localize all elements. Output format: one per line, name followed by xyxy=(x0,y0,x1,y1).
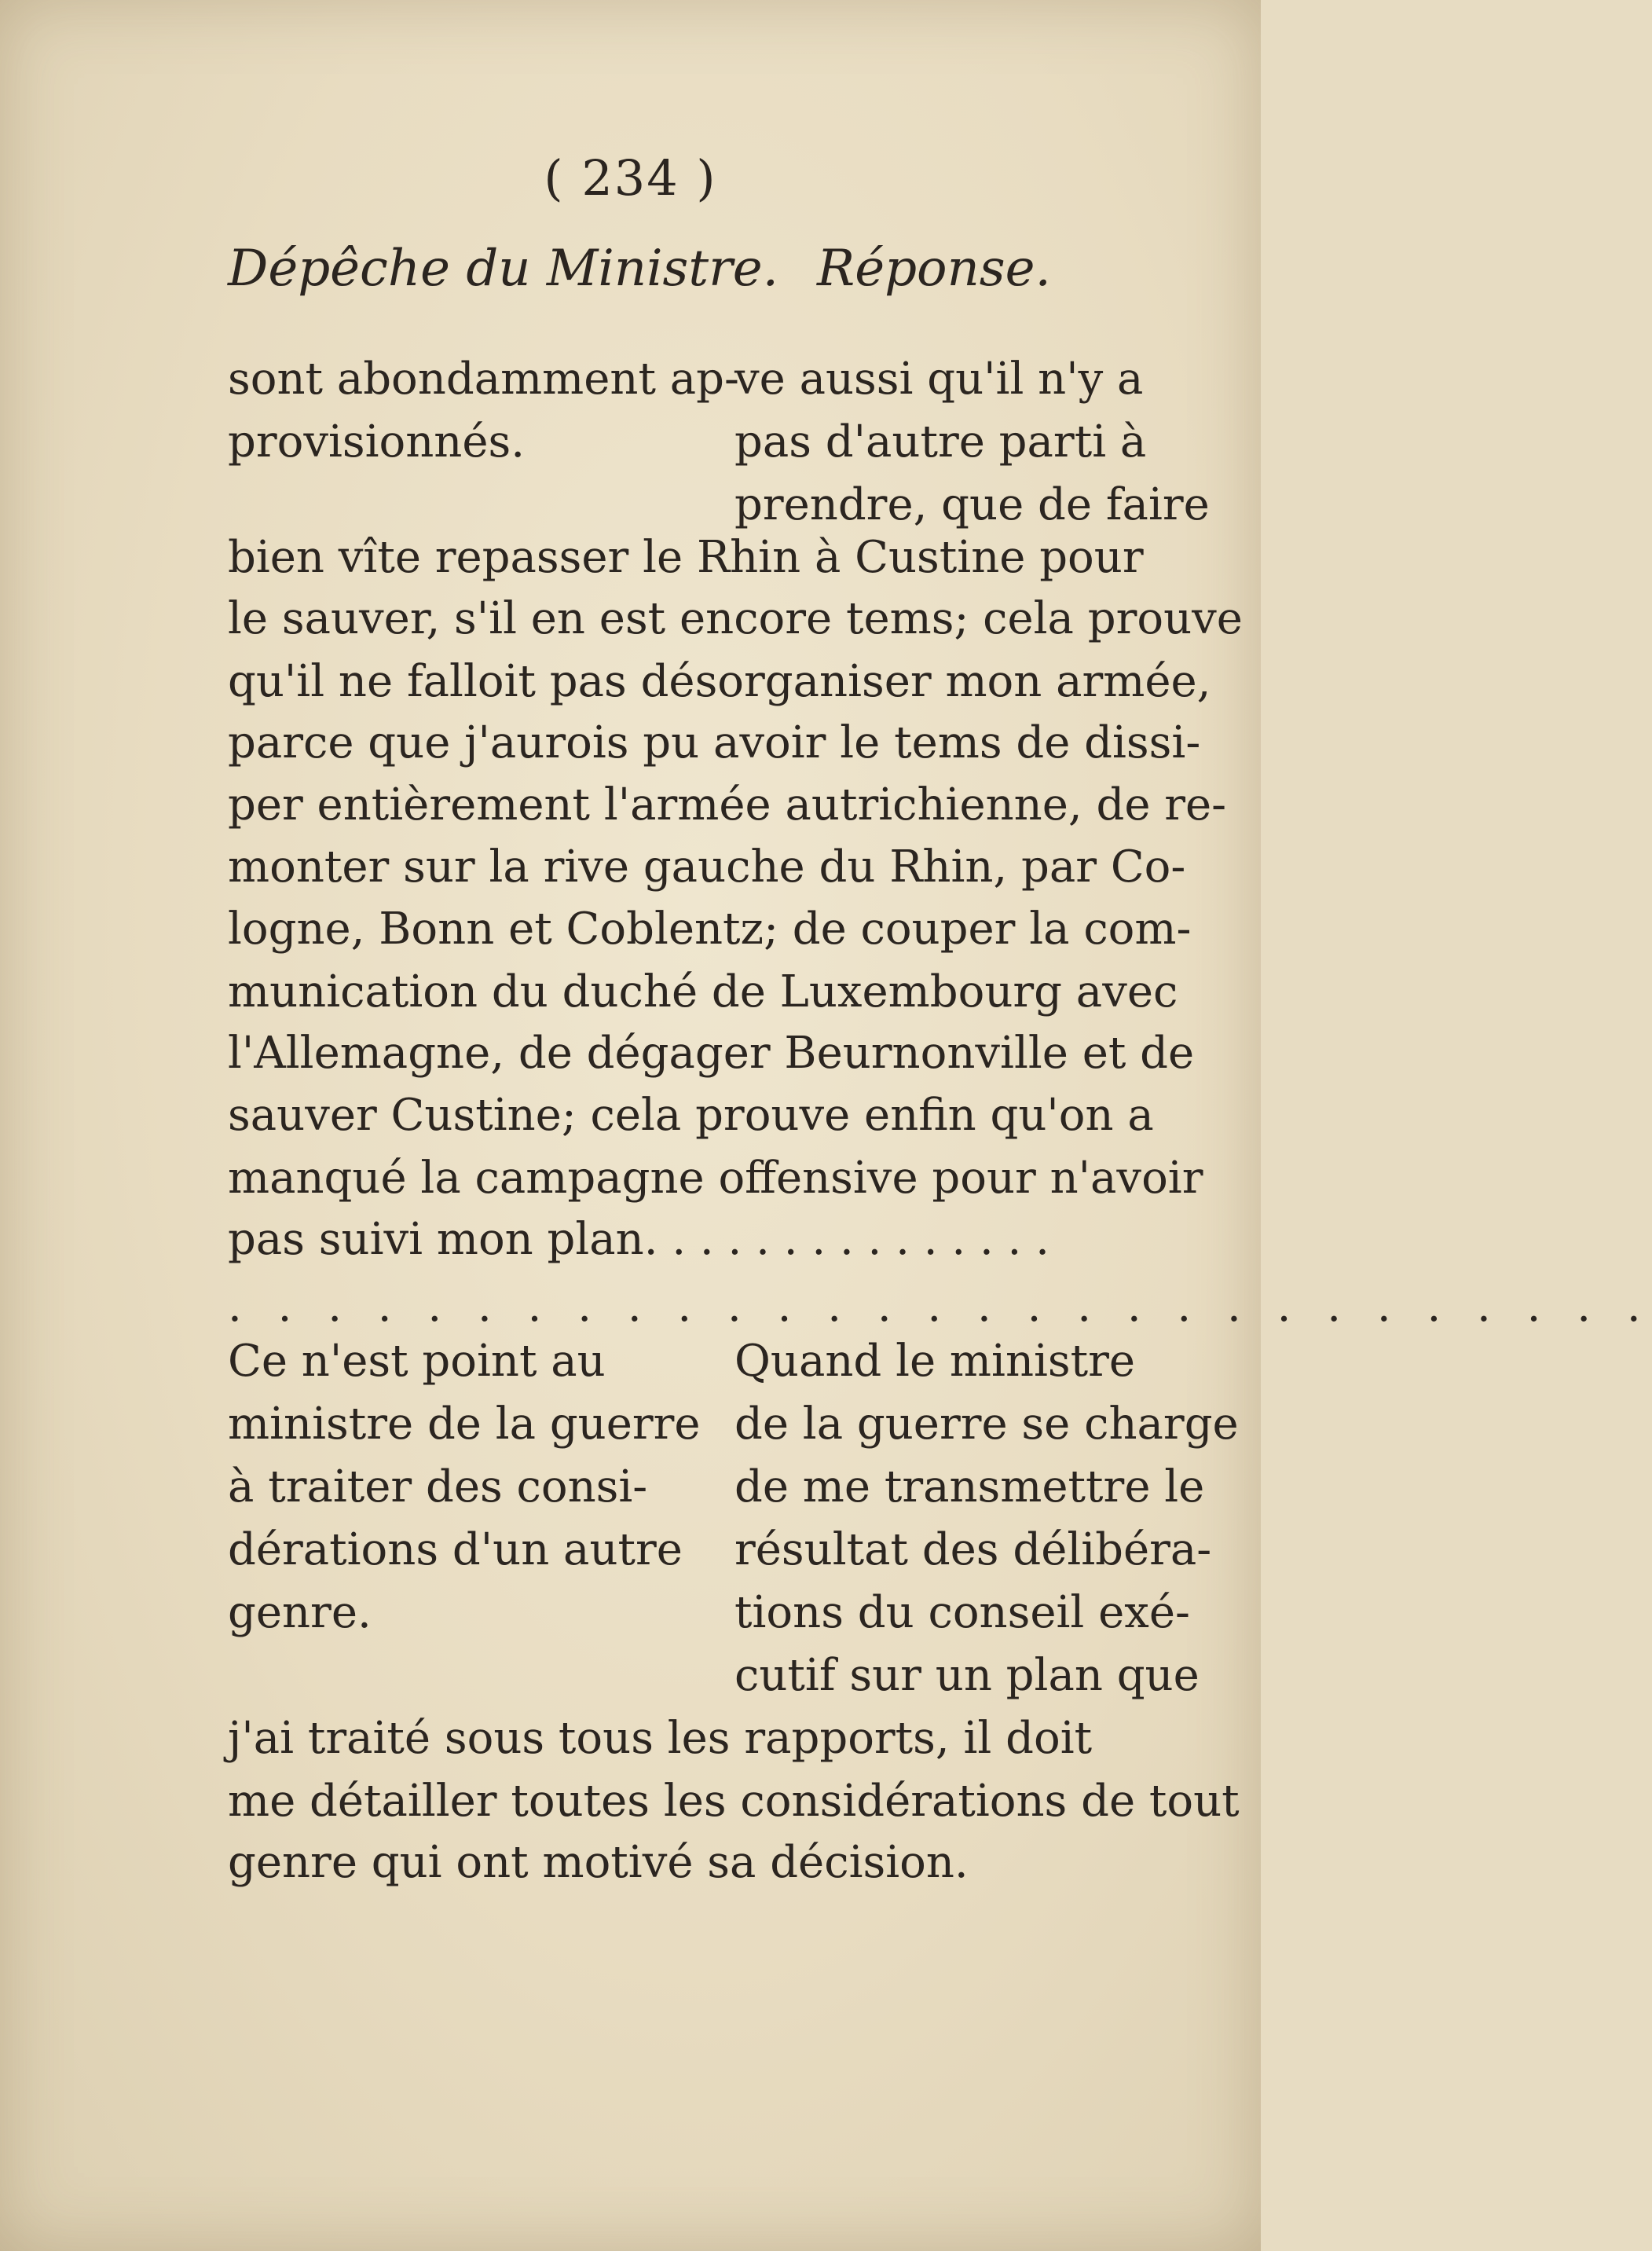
text-line: prendre, que de faire xyxy=(734,479,1210,530)
text-line: tions du conseil exé- xyxy=(734,1587,1190,1638)
text-line: bien vîte repasser le Rhin à Custine pour xyxy=(228,532,1144,583)
text-line: genre qui ont motivé sa décision. xyxy=(228,1837,969,1888)
text-line: pas suivi mon plan. . . . . . . . . . . . . . . xyxy=(228,1214,1049,1265)
text-line: résultat des délibéra- xyxy=(734,1524,1212,1575)
text-line: ministre de la guerre xyxy=(228,1399,701,1450)
text-line: ve aussi qu'il n'y a xyxy=(734,354,1144,405)
text-line: Ce n'est point au xyxy=(228,1336,606,1387)
text-line: monter sur la rive gauche du Rhin, par Co- xyxy=(228,841,1186,893)
text-line: parce que j'aurois pu avoir le tems de dissi- xyxy=(228,717,1201,768)
text-line: l'Allemagne, de dégager Beurnonville et de xyxy=(228,1028,1195,1079)
text-line: Quand le ministre xyxy=(734,1336,1136,1387)
text-line: de la guerre se charge xyxy=(734,1399,1239,1450)
dotted-separator: . . . . . . . . . . . . . . . . . . . . . . . . . . . . . xyxy=(228,1281,1652,1332)
header-minister-dispatch: Dépêche du Ministre. xyxy=(228,240,778,298)
text-line: logne, Bonn et Coblentz; de couper la com- xyxy=(228,904,1192,955)
header-response: Réponse. xyxy=(817,240,1051,298)
text-line: j'ai traité sous tous les rapports, il doit xyxy=(228,1713,1093,1764)
text-line: provisionnés. xyxy=(228,416,526,467)
text-line: le sauver, s'il en est encore tems; cela prouve xyxy=(228,593,1243,644)
text-line: cutif sur un plan que xyxy=(734,1650,1200,1701)
text-line: pas d'autre parti à xyxy=(734,416,1147,467)
text-line: dérations d'un autre xyxy=(228,1524,683,1575)
text-line: per entièrement l'armée autrichienne, de re- xyxy=(228,779,1227,830)
text-line: à traiter des consi- xyxy=(228,1461,648,1512)
text-line: qu'il ne falloit pas désorganiser mon armée, xyxy=(228,656,1211,707)
text-line: munication du duché de Luxembourg avec xyxy=(228,966,1178,1017)
text-line: genre. xyxy=(228,1587,372,1638)
text-line: me détailler toutes les considérations de tout xyxy=(228,1776,1240,1827)
text-line: manqué la campagne offensive pour n'avoir xyxy=(228,1153,1203,1204)
page-number: ( 234 ) xyxy=(544,149,717,207)
text-line: de me transmettre le xyxy=(734,1461,1205,1512)
text-line: sont abondamment ap- xyxy=(228,354,739,405)
text-line: sauver Custine; cela prouve enfin qu'on a xyxy=(228,1090,1154,1141)
